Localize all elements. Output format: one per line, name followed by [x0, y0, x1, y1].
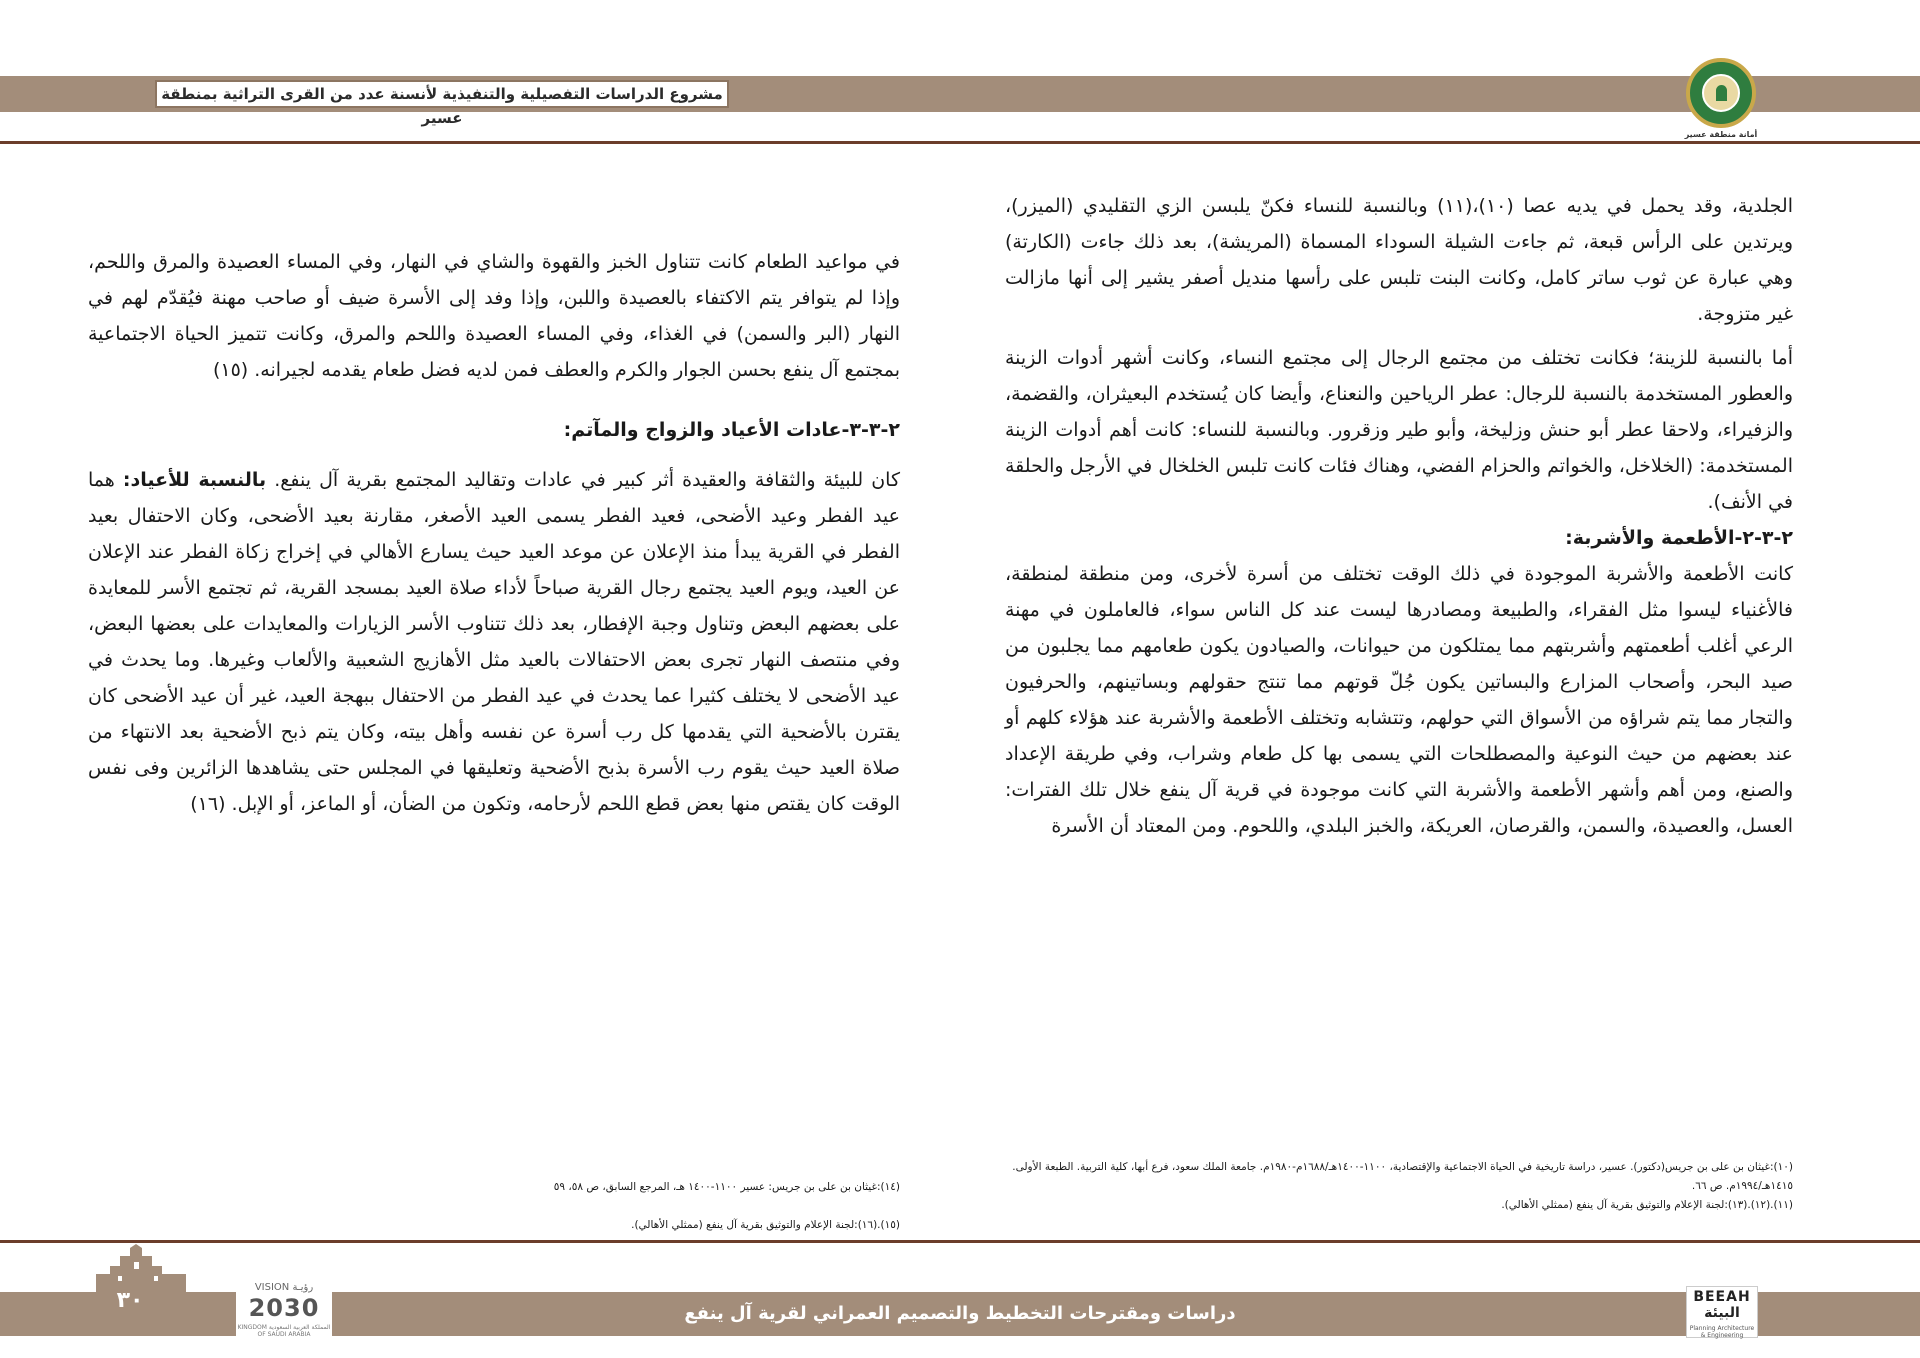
- footnote-11-13: (١١).(١٢).(١٣):لجنة الإعلام والتوثيق بقرية آل ينفع (ممثلي الأهالي).: [1501, 1199, 1793, 1211]
- beeah-arabic: البيئة: [1704, 1305, 1740, 1321]
- right-paragraph-3: كانت الأطعمة والأشربة الموجودة في ذلك الوقت تختلف من أسرة لأخرى، ومن منطقة لمنطقة، فالأغنياء ليسوا مثل الفقراء، والطبيعة ومصادرها ليست عند كل الناس سواء، فالعاملون في مهنة الرعي أغلب أطعمتهم وأشربتهم مما يمتلكون من حيوانات، والصيادون يكون طعامهم مما يجلبون من صيد البحر، وأصحاب المزارع والبساتين يكون جُلّ قوتهم مما تنتج حقولهم وبساتينهم، والحرفيون والتجار مما يتم شراؤه من الأسواق التي حولهم، وتتشابه وتختلف الأطعمة والأشربة عند هؤلاء كلهم أو عند بعضهم من حيث النوعية والمصطلحات التي يسمى بها كل طعام وشراب، وفي طريقة الإعداد والصنع، ومن أهم وأشهر الأطعمة والأشربة التي كانت موجودة في قرية آل ينفع خلال تلك الفترات: العسل، والعصيدة، والسمن، والقرصان، العريكة، والخبز البلدي، واللحوم. ومن المعتاد أن الأسرة: [1005, 563, 1793, 837]
- left-paragraph-2-rest: هما عيد الفطر وعيد الأضحى، فعيد الفطر يسمى العيد الأصغر، مقارنة بعيد الأضحى، وكان الاحتفال بعيد الفطر في القرية يبدأ منذ الإعلان عن موعد العيد حيث يسارع الأهالي في إخراج زكاة الفطر عند الإعلان عن العيد، ويوم العيد يجتمع رجال القرية صباحاً لأداء صلاة العيد بمسجد القرية، ثم تجتمع الأسر للمعايدة على بعضهم البعض وتناول وجبة الإفطار، بعد ذلك تتناوب الأسر الزيارات والمعايدات على بعضها البعض، وفي منتصف النهار تجرى بعض الاحتفالات بالعيد مثل الأهازيج الشعبية والألعاب وغيرها. وما يحدث في عيد الأضحى لا يختلف كثيرا عما يحدث في عيد الفطر من الاحتفال ببهجة العيد، غير أن عيد الأضحى كان يقترن بالأضحية التي يقدمها كل رب أسرة عن نفسه وأهل بيته، وكان يتم ذبح الأضحية بعد الانتهاء من صلاة العيد حيث يقوم رب الأسرة بذبح الأضحية وتعليقها في المجلس حتى يشاهدها الزائرين وفى نفس الوقت كان يقتص منها بعض قطع اللحم لأرحامه، وتكون من الضأن، أو الماعز، أو الإبل. (١٦): [88, 469, 900, 815]
- footnote-14: (١٤):غيثان بن على بن جريس: عسير ١١٠٠-١٤٠٠ هـ، المرجع السابق، ص ٥٨، ٥٩: [553, 1181, 900, 1193]
- right-paragraph-2: أما بالنسبة للزينة؛ فكانت تختلف من مجتمع الرجال إلى مجتمع النساء، وكانت أشهر أدوات الزينة والعطور المستخدمة بالنسبة للرجال: عطر الرياحين والنعناع، وأيضا كان يُستخدم البعيثران، والقضمة، والزفيراء، ولاحقا عطر أبو حنش وزليخة، وأبو طير وزقرور. وبالنسبة للنساء: كانت أهم أدوات الزينة المستخدمة: (الخلاخل، والخواتم والحزام الفضي، وهناك فئات كانت تلبس الخلخال في الأرجل والحلقة في الأنف).: [1005, 347, 1793, 513]
- left-paragraph-2: [88, 462, 900, 822]
- right-footnotes: [1005, 1158, 1793, 1215]
- logo-door-shape: [1716, 85, 1727, 101]
- logo-emblem: [1702, 74, 1740, 112]
- project-title: مشروع الدراسات التفصيلية والتنفيذية لأنسنة عدد من القرى التراثية بمنطقة عسير: [161, 85, 723, 127]
- footer-divider: [0, 1240, 1920, 1243]
- section-heading-food: ٢-٣-٢-الأطعمة والأشربة:: [1565, 527, 1793, 549]
- vision-subtitle: المملكة العربية السعودية KINGDOM OF SAUDI ARABIA: [237, 1324, 331, 1338]
- footnote-15-16: (١٥).(١٦):لجنة الإعلام والتوثيق بقرية آل ينفع (ممثلي الأهالي).: [631, 1219, 900, 1231]
- footnote-10: (١٠):غيثان بن على بن جريس(دكتور). عسير، دراسة تاريخية في الحياة الاجتماعية والإقتصادية، ١١٠٠-١٤٠٠هـ/١٦٨٨م-١٩٨٠م. جامعة الملك سعود، فرع أبها، كلية التربية. الطبعة الأولى. ١٤١٥هـ/١٩٩٤م. ص ٦٦.: [1012, 1161, 1793, 1192]
- left-footnotes: [470, 1168, 900, 1244]
- vision-year: 2030: [248, 1294, 320, 1322]
- left-paragraph-2-start: كان للبيئة والثقافة والعقيدة أثر كبير في عادات وتقاليد المجتمع بقرية آل ينفع.: [266, 469, 900, 491]
- beeah-latin: BEEAH: [1693, 1289, 1751, 1305]
- header-title-box: [155, 80, 729, 127]
- left-paragraph-1: في مواعيد الطعام كانت تتناول الخبز والقهوة والشاي في النهار، وفي المساء العصيدة والمرق واللحم، وإذا لم يتوافر يتم الاكتفاء بالعصيدة واللبن، وإذا وفد إلى الأسرة ضيف أو صاحب مهنة فيُقدّم لهم في النهار (البر والسمن) في الغذاء، وفي المساء العصيدة واللحم والمرق، وكانت تتميز الحياة الاجتماعية بمجتمع آل ينفع بحسن الجوار والكرم والعطف فمن لديه فضل طعام يقدمه لجيرانه. (١٥): [88, 251, 900, 381]
- right-paragraph-1: الجلدية، وقد يحمل في يديه عصا (١٠)،(١١) وبالنسبة للنساء فكنّ يلبسن الزي التقليدي (الميزر)، ويرتدين على الرأس قبعة، ثم جاءت الشيلة السوداء المسماة (المريشة)، بعد ذلك جاءت (الكارتة) وهي عبارة عن ثوب ساتر كامل، وكانت البنت تلبس على رأسها منديل أصفر يشير إلى أنها مازالت غير متزوجة.: [1005, 195, 1793, 325]
- holidays-bold-label: بالنسبة للأعياد:: [122, 469, 267, 491]
- left-column: [88, 244, 900, 822]
- page-number: ٣٠: [116, 1288, 144, 1313]
- section-heading-holidays: ٢-٣-٣-عادات الأعياد والزواج والمآتم:: [563, 419, 900, 441]
- amanah-logo-icon: [1686, 58, 1756, 128]
- vision-2030-logo: [236, 1280, 332, 1338]
- beeah-logo: [1686, 1286, 1758, 1338]
- right-column: [1005, 188, 1793, 844]
- beeah-subtitle: Planning Architecture & Engineering: [1689, 1325, 1755, 1339]
- logo-caption: أمانة منطقة عسير: [1684, 130, 1758, 139]
- header-divider: [0, 141, 1920, 144]
- footer-title: دراسات ومقترحات التخطيط والتصميم العمراني لقرية آل ينفع: [684, 1303, 1236, 1324]
- castle-icon: [96, 1244, 186, 1294]
- vision-label: رؤيـة VISION: [254, 1282, 314, 1293]
